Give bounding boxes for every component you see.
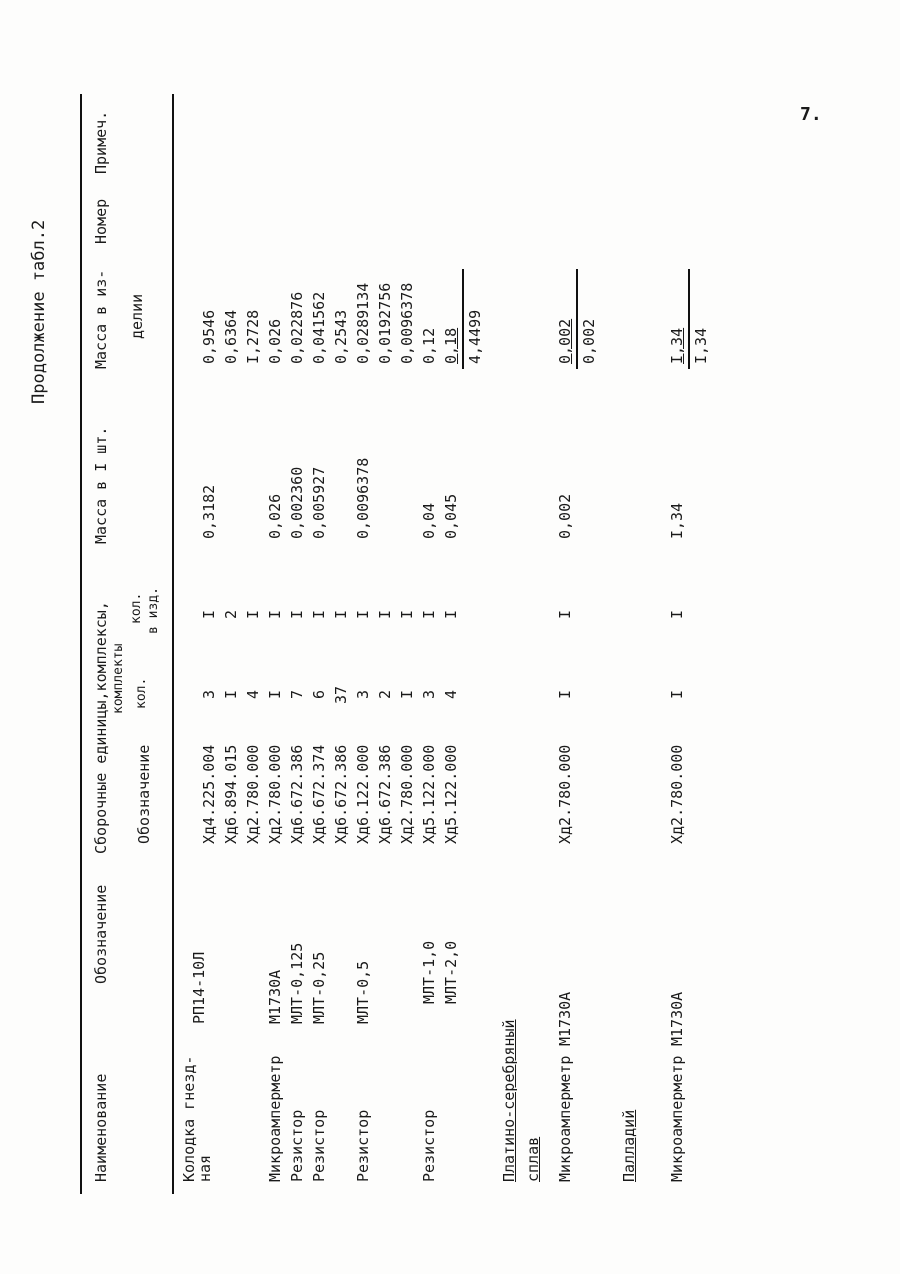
alloy-per: I: [556, 609, 574, 619]
palladium-sum: I,34: [692, 327, 710, 364]
row-per: I: [420, 609, 438, 619]
alloy-total: 0,002: [556, 318, 574, 364]
subtotal-rule: [462, 269, 464, 369]
header-designation: Обозначение: [92, 884, 110, 984]
row-name: Резистор: [420, 1109, 438, 1182]
row-qty: 6: [310, 689, 328, 699]
row-total: 0,026: [266, 318, 284, 364]
row-per: I: [442, 609, 460, 619]
row-qty: 3: [200, 689, 218, 699]
row-designation: МЛТ-0,5: [354, 960, 372, 1024]
table-caption: Продолжение табл.2: [29, 219, 49, 404]
section-title-palladium: Палладий: [620, 1109, 638, 1182]
row-mass: 0,3182: [200, 484, 218, 539]
alloy-unit: Хд2.780.000: [556, 744, 574, 844]
header-number: Номер: [92, 198, 110, 244]
row-name: Микроамперметр: [266, 1055, 284, 1182]
row-total: 0,0289134: [354, 282, 372, 364]
header-note: Примеч.: [92, 110, 110, 174]
row-unit: Хд6.672.386: [376, 744, 394, 844]
row-total: I,2728: [244, 309, 262, 364]
header-qty-in-product: кол.: [129, 592, 144, 624]
row-unit: Хд6.672.386: [332, 744, 350, 844]
row-total: 0,18: [442, 327, 460, 364]
row-qty: 3: [354, 689, 372, 699]
header-mass-in-product: Масса в из-: [92, 269, 110, 369]
row-unit: Хд6.672.374: [310, 744, 328, 844]
palladium-qty: I: [668, 689, 686, 699]
row-designation: РП14-10Л: [190, 951, 208, 1024]
row-designation: МЛТ-2,0: [442, 940, 460, 1004]
row-name: Резистор: [288, 1109, 306, 1182]
row-unit: Хд5.122.000: [420, 744, 438, 844]
row-total: 0,6364: [222, 309, 240, 364]
row-qty: 7: [288, 689, 306, 699]
row-mass: 0,002360: [288, 466, 306, 539]
row-unit: Хд2.780.000: [398, 744, 416, 844]
row-qty: 3: [420, 689, 438, 699]
header-qty-in-product2: в изд.: [146, 587, 161, 634]
row-mass: 0,045: [442, 493, 460, 539]
row-qty: 4: [244, 689, 262, 699]
row-total: 0,12: [420, 327, 438, 364]
header-rule: [172, 94, 174, 1194]
row-total: 0,2543: [332, 309, 350, 364]
row-designation: МЛТ-0,125: [288, 942, 306, 1024]
row-per: I: [376, 609, 394, 619]
row-unit: Хд6.894.015: [222, 744, 240, 844]
row-unit: Хд6.672.386: [288, 744, 306, 844]
palladium-mass: I,34: [668, 502, 686, 539]
alloy-qty: I: [556, 689, 574, 699]
palladium-per: I: [668, 609, 686, 619]
palladium-designation: М1730А: [668, 991, 686, 1046]
row-per: I: [310, 609, 328, 619]
palladium-rule: [688, 269, 690, 369]
row-total: 0,022876: [288, 291, 306, 364]
row-per: I: [266, 609, 284, 619]
palladium-name: Микроамперметр: [668, 1055, 686, 1182]
row-name: Резистор: [310, 1109, 328, 1182]
row-total: 0,9546: [200, 309, 218, 364]
row-mass: 0,04: [420, 502, 438, 539]
row-unit: Хд5.122.000: [442, 744, 460, 844]
row-per: I: [288, 609, 306, 619]
row-unit: Хд6.122.000: [354, 744, 372, 844]
row-qty: I: [398, 689, 416, 699]
palladium-total: I,34: [668, 327, 686, 364]
row-qty: 4: [442, 689, 460, 699]
header-mass-in-product2: делии: [128, 293, 146, 339]
alloy-sum: 0,002: [580, 318, 598, 364]
row-qty: 2: [376, 689, 394, 699]
header-name: Наименование: [92, 1073, 110, 1182]
row-total: 0,0192756: [376, 282, 394, 364]
alloy-designation: М1730А: [556, 991, 574, 1046]
top-rule: [80, 94, 82, 1194]
header-units-group2: комплекты: [111, 643, 126, 714]
row-unit: Хд2.780.000: [244, 744, 262, 844]
row-qty: I: [222, 689, 240, 699]
row-per: I: [244, 609, 262, 619]
page-number: 7.: [800, 104, 822, 125]
header-units-group: Сборочные единицы,комплексы,: [92, 601, 110, 854]
subtotal: 4,4499: [466, 309, 484, 364]
row-designation: М1730А: [266, 969, 284, 1024]
row-total: 0,0096378: [398, 282, 416, 364]
row-mass: 0,026: [266, 493, 284, 539]
row-mass: 0,0096378: [354, 457, 372, 539]
alloy-mass: 0,002: [556, 493, 574, 539]
row-mass: 0,005927: [310, 466, 328, 539]
row-designation: МЛТ-0,25: [310, 951, 328, 1024]
palladium-unit: Хд2.780.000: [668, 744, 686, 844]
header-units-qty: кол.: [134, 677, 149, 709]
row-per: I: [332, 609, 350, 619]
section-title-alloy-cont: сплав: [524, 1136, 542, 1182]
row-name: Колодка гнезд-: [180, 1055, 198, 1182]
row-unit: Хд2.780.000: [266, 744, 284, 844]
section-title-alloy: Платино-серебряный: [500, 1019, 518, 1182]
alloy-rule: [576, 269, 578, 369]
header-units-designation: Обозначение: [135, 744, 153, 844]
row-name: Резистор: [354, 1109, 372, 1182]
row-per: I: [200, 609, 218, 619]
row-unit: Хд4.225.004: [200, 744, 218, 844]
row-qty: I: [266, 689, 284, 699]
row-per: I: [354, 609, 372, 619]
alloy-name: Микроамперметр: [556, 1055, 574, 1182]
row-name-cont: ная: [196, 1154, 214, 1182]
row-total: 0,041562: [310, 291, 328, 364]
row-per: 2: [222, 609, 240, 619]
header-mass-per-piece: Масса в I шт.: [92, 426, 110, 544]
row-qty: 37: [332, 685, 350, 704]
row-per: I: [398, 609, 416, 619]
row-designation: МЛТ-1,0: [420, 940, 438, 1004]
